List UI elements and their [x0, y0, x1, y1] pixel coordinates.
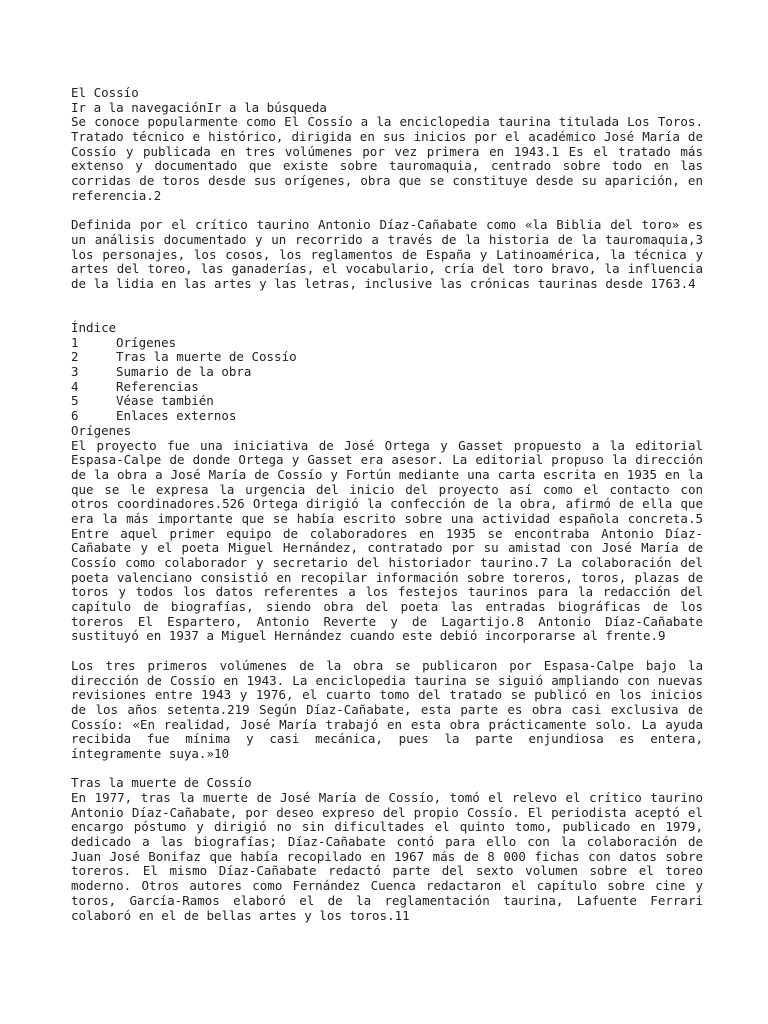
toc-item-label[interactable]: Sumario de la obra	[116, 364, 252, 380]
toc-item-sumario[interactable]	[71, 365, 703, 380]
text-line: Se conoce popularmente como El Cossío a la enciclopedia taurina titulada Los Toros.	[71, 114, 703, 130]
text-line: toreros El Espartero, Antonio Reverte y de Lagartijo.8 Antonio Díaz-Cañabate	[71, 613, 703, 629]
text-line: extenso y documentado que existe sobre tauromaquia, centrado sobre todo en las	[71, 158, 703, 174]
text-line: Antonio Díaz-Cañabate, por deseo expreso del propio Cossío. El periodista aceptó el	[71, 804, 703, 820]
text-line: un análisis documentado y un recorrido a través de la historia de la tauromaquia,3	[71, 231, 703, 247]
text-line: era la más importante que se había escrito sobre una actividad española concreta.5	[71, 510, 703, 526]
text-line: recibida fue mínima y casi mecánica, pues la parte enjundiosa es entera,	[71, 731, 703, 747]
toc-heading: Índice	[71, 320, 117, 336]
toc-item-label[interactable]: Tras la muerte de Cossío	[116, 349, 297, 365]
toc-item-enlaces-externos[interactable]	[71, 409, 703, 424]
toc-item-label[interactable]: Referencias	[116, 378, 199, 394]
toc-item-label[interactable]: Enlaces externos	[116, 408, 237, 424]
text-line: Cossío como colaborador y secretario del historiador taurino.7 La colaboración del	[71, 555, 703, 571]
intro-paragraph-2	[71, 218, 703, 291]
text-line: corridas de toros desde sus orígenes, obra que se constituye desde su aparición, en	[71, 173, 703, 189]
toc-item-number: 5	[71, 393, 79, 409]
text-line: toros y todos los datos referentes a los festejos taurinos para la redacción del	[71, 584, 703, 600]
text-line: referencia.2	[71, 187, 162, 203]
section-heading-origenes: Orígenes	[71, 422, 132, 438]
text-line: colaboró en el de bellas artes y los toros.11	[71, 907, 410, 923]
toc-item-number: 4	[71, 378, 79, 394]
text-line: otros coordinadores.526 Ortega dirigió la confección de la obra, afirmó de ella que	[71, 496, 703, 512]
text-line: revisiones entre 1943 y 1976, el cuarto tomo del tratado se publicó en los inicios	[71, 687, 703, 703]
text-line: toros, García-Ramos elaboró el de la reglamentación taurina, Lafuente Ferrari	[71, 892, 703, 908]
text-line: sustituyó en 1937 a Miguel Hernández cuando este debió incorporarse al frente.9	[71, 628, 666, 644]
text-line: Cañabate y el poeta Miguel Hernández, contratado por su amistad con José María de	[71, 540, 703, 556]
text-line: El proyecto fue una iniciativa de José Ortega y Gasset propuesto a la editorial	[71, 437, 703, 453]
text-line: Los tres primeros volúmenes de la obra se publicaron por Espasa-Calpe bajo la	[71, 657, 703, 673]
text-line: de los años setenta.219 Según Díaz-Cañabate, esta parte es obra casi exclusiva de	[71, 701, 703, 717]
text-line: Juan José Bonifaz que había recopilado en 1967 más de 8 000 fichas con datos sobre	[71, 848, 703, 864]
toc-item-number: 3	[71, 364, 79, 380]
toc-item-number: 2	[71, 349, 79, 365]
text-line: toreros. El mismo Díaz-Cañabate redactó parte del sexto volumen sobre el toreo	[71, 863, 703, 879]
toc-item-vease-tambien[interactable]	[71, 394, 703, 409]
text-line: artes del toreo, las ganaderías, el vocabulario, cría del toro bravo, la influencia	[71, 261, 703, 277]
text-line: moderno. Otros autores como Fernández Cuenca redactaron el capítulo sobre cine y	[71, 878, 703, 894]
origenes-paragraph-1	[71, 439, 703, 645]
text-line: íntegramente suya.»10	[71, 745, 230, 761]
text-line: capítulo de biografías, siendo obra del poeta las entradas biográficas de los	[71, 599, 703, 615]
text-line: de la lidia en las artes y las letras, inclusive las crónicas taurinas desde 1763.4	[71, 275, 696, 291]
toc-item-label[interactable]: Orígenes	[116, 334, 177, 350]
text-line: dirección de Cossío en 1943. La enciclopedia taurina se siguió ampliando con nuevas	[71, 672, 703, 688]
table-of-contents	[71, 336, 703, 424]
navigation-links[interactable]: Ir a la navegaciónIr a la búsqueda	[71, 99, 327, 115]
text-line: Cossío: «En realidad, José María trabajó en esta obra prácticamente solo. La ayuda	[71, 716, 703, 732]
toc-item-label[interactable]: Véase también	[116, 393, 214, 409]
text-line: que se le expresa la urgencia del inicio del proyecto así como el contacto con	[71, 481, 703, 497]
document-page	[71, 86, 703, 923]
text-line: de la obra a José María de Cossío y Fortún mediante una carta escrita en 1935 en la	[71, 466, 703, 482]
toc-item-number: 6	[71, 408, 79, 424]
text-line: En 1977, tras la muerte de José María de Cossío, tomó el relevo el crítico taurino	[71, 790, 703, 806]
text-line: poeta valenciano consistió en recopilar información sobre toreros, toros, plazas de	[71, 569, 703, 585]
toc-item-number: 1	[71, 334, 79, 350]
toc-item-tras-la-muerte[interactable]	[71, 350, 703, 365]
text-line: Cossío y publicada en tres volúmenes por vez primera en 1943.1 Es el tratado más	[71, 143, 703, 159]
toc-item-origenes[interactable]	[71, 336, 703, 351]
text-line: Entre aquel primer equipo de colaboradores en 1935 se encontraba Antonio Díaz-	[71, 525, 703, 541]
text-line: Espasa-Calpe de donde Ortega y Gasset era asesor. La editorial propuso la dirección	[71, 452, 703, 468]
intro-paragraph-1	[71, 115, 703, 203]
toc-item-referencias[interactable]	[71, 380, 703, 395]
document-title: El Cossío	[71, 85, 139, 100]
text-line: dedicado a las biografías; Díaz-Cañabate contó para ello con la colaboración de	[71, 834, 703, 850]
tras-la-muerte-paragraph	[71, 791, 703, 923]
text-line: los personajes, los cosos, los reglamentos de España y Latinoamérica, la técnica y	[71, 246, 703, 262]
text-line: Tratado técnico e histórico, dirigida en sus inicios por el académico José María de	[71, 129, 703, 145]
text-line: Definida por el crítico taurino Antonio Díaz-Cañabate como «la Biblia del toro» es	[71, 217, 703, 233]
text-line: encargo póstumo y dirigió no sin dificultades el quinto tomo, publicado en 1979,	[71, 819, 703, 835]
origenes-paragraph-2	[71, 659, 703, 762]
section-heading-tras-la-muerte: Tras la muerte de Cossío	[71, 775, 252, 791]
